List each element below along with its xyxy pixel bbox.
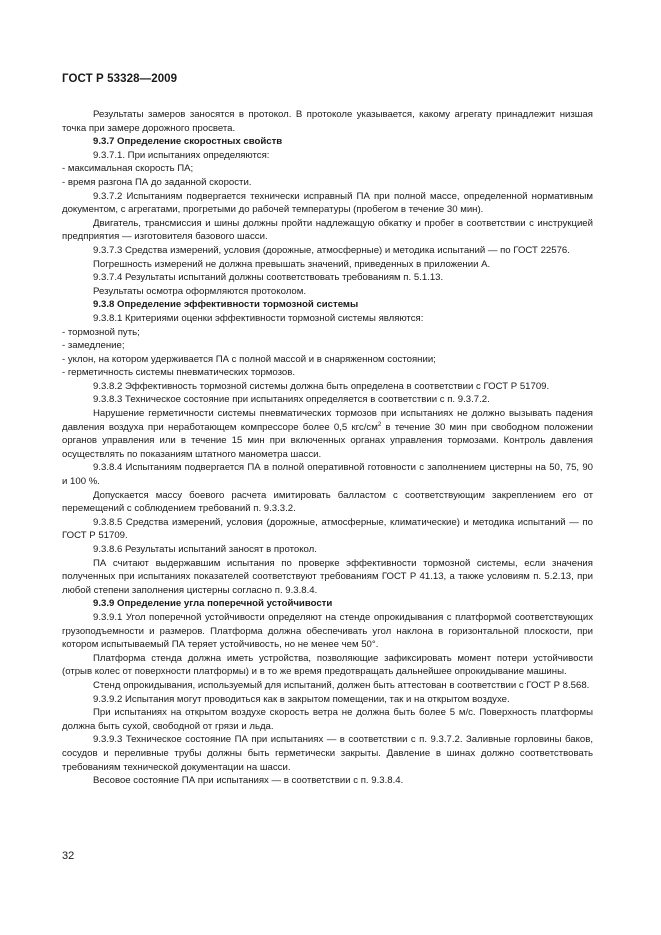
paragraph: Весовое состояние ПА при испытаниях — в соответствии с п. 9.3.8.4. [93,775,404,787]
paragraph: При испытаниях на открытом воздухе скорость ветра не должна быть более 5 м/с. Поверхность платформы должна быть сухой, свободной от грязи и льда. [62,707,593,732]
paragraph: 9.3.7.4 Результаты испытаний должны соответствовать требованиям п. 5.1.13. [93,272,444,284]
paragraph: 9.3.8.5 Средства измерений, условия (дорожные, атмосферные, климатические) и методика испытаний — по ГОСТ Р 51709. [62,516,593,542]
paragraph: 9.3.9.2 Испытания могут проводиться как в закрытом помещении, так и на открытом воздухе. [93,693,510,705]
paragraph [62,407,593,461]
superscript: 2 [377,421,382,428]
paragraph: 9.3.7.3 Средства измерений, условия (дорожные, атмосферные) и методика испытаний — по ГОСТ 22576. [93,244,570,256]
paragraph-text: Нарушение герметичности системы пневматических тормозов при испытаниях не должно вызывать падения давления воздуха при неработающем компрессоре более 0,5 кгс/см [62,408,593,433]
list-item: - уклон, на котором удерживается ПА с полной массой и в снаряженном состоянии; [62,353,436,365]
paragraph: Платформа стенда должна иметь устройства, позволяющие зафиксировать момент потери устойчивости (отрыв колес от поверхности платформы) и в то же время предотвращать дальнейшее опрокидывание машины. [62,652,593,678]
document-body [62,108,593,788]
list-item: - время разгона ПА до заданной скорости. [62,176,252,188]
section-heading-9-3-8: 9.3.8 Определение эффективности тормозной системы [93,299,359,311]
section-heading-9-3-9: 9.3.9 Определение угла поперечной устойчивости [93,598,333,610]
paragraph: 9.3.8.2 Эффективность тормозной системы должна быть определена в соответствии с ГОСТ Р 51709. [93,380,550,392]
paragraph: Результаты замеров заносятся в протокол. В протоколе указывается, какому агрегату принадлежит низшая точка при замере дорожного просвета. [62,109,593,134]
list-item: - замедление; [62,340,125,352]
paragraph: Стенд опрокидывания, используемый для испытаний, должен быть аттестован в соответствии с ГОСТ Р 8.568. [93,679,590,691]
paragraph: Погрешность измерений не должна превышать значений, приведенных в приложении А. [93,258,491,270]
list-item: - герметичность системы пневматических тормозов. [62,367,296,379]
paragraph: 9.3.8.1 Критериями оценки эффективности тормозной системы являются: [93,312,424,324]
paragraph-text: в течение 30 мин при свободном положении органов управления или в течение 15 мин при включенных органах управления тормозами. Контроль давления осуществлять по показаниям штатного манометра шасси. [62,421,593,460]
paragraph: 9.3.8.6 Результаты испытаний заносят в протокол. [93,544,317,555]
paragraph: 9.3.9.1 Угол поперечной устойчивости определяют на стенде опрокидывания с платформой соответствующих грузоподъемности и размеров. Платформа должна обеспечивать угол наклона в горизонтальной плоскости, при котором испытываемый ПА теряет устойчивость, но не менее чем 50°. [62,611,593,651]
paragraph: Двигатель, трансмиссия и шины должны пройти надлежащую обкатку и пробег в соответствии с инструкцией предприятия — изготовителя базового шасси. [62,217,593,243]
paragraph: ПА считают выдержавшим испытания по проверке эффективности тормозной системы, если значения полученных при испытаниях показателей соответствуют требованиям ГОСТ Р 41.13, а также условиям п. 5.2.13, при любой степени заполнения цистерны согласно п. 9.3.8.4. [62,557,593,596]
paragraph: Результаты осмотра оформляются протоколом. [93,285,306,297]
section-heading-9-3-7: 9.3.7 Определение скоростных свойств [93,136,283,148]
list-item: - тормозной путь; [62,326,140,338]
document-header: ГОСТ Р 53328—2009 [62,73,178,85]
paragraph: 9.3.8.3 Техническое состояние при испытаниях определяется в соответствии с п. 9.3.7.2. [93,394,490,406]
list-item: - максимальная скорость ПА; [62,163,194,175]
paragraph: Допускается массу боевого расчета имитировать балластом с соответствующим закреплением его от перемещений с соблюдением требований п. 9.3.3.2. [62,489,593,515]
paragraph: 9.3.7.2 Испытаниям подвергается технически исправный ПА при полной массе, определенной нормативным документом, с агрегатами, прогретыми до рабочей температуры (пробегом в течение 30 мин). [62,190,593,216]
paragraph: 9.3.8.4 Испытаниям подвергается ПА в полной оперативной готовности с заполнением цистерны на 50, 75, 90 и 100 %. [62,462,593,488]
page-number: 32 [62,850,75,862]
paragraph: 9.3.7.1. При испытаниях определяются: [93,149,270,161]
paragraph: 9.3.9.3 Техническое состояние ПА при испытаниях — в соответствии с п. 9.3.7.2. Заливные горловины баков, сосудов и переливные трубы должны быть герметически закрыты. Давление в шинах должно соответствовать требованиям технической документации на шасси. [62,734,593,773]
